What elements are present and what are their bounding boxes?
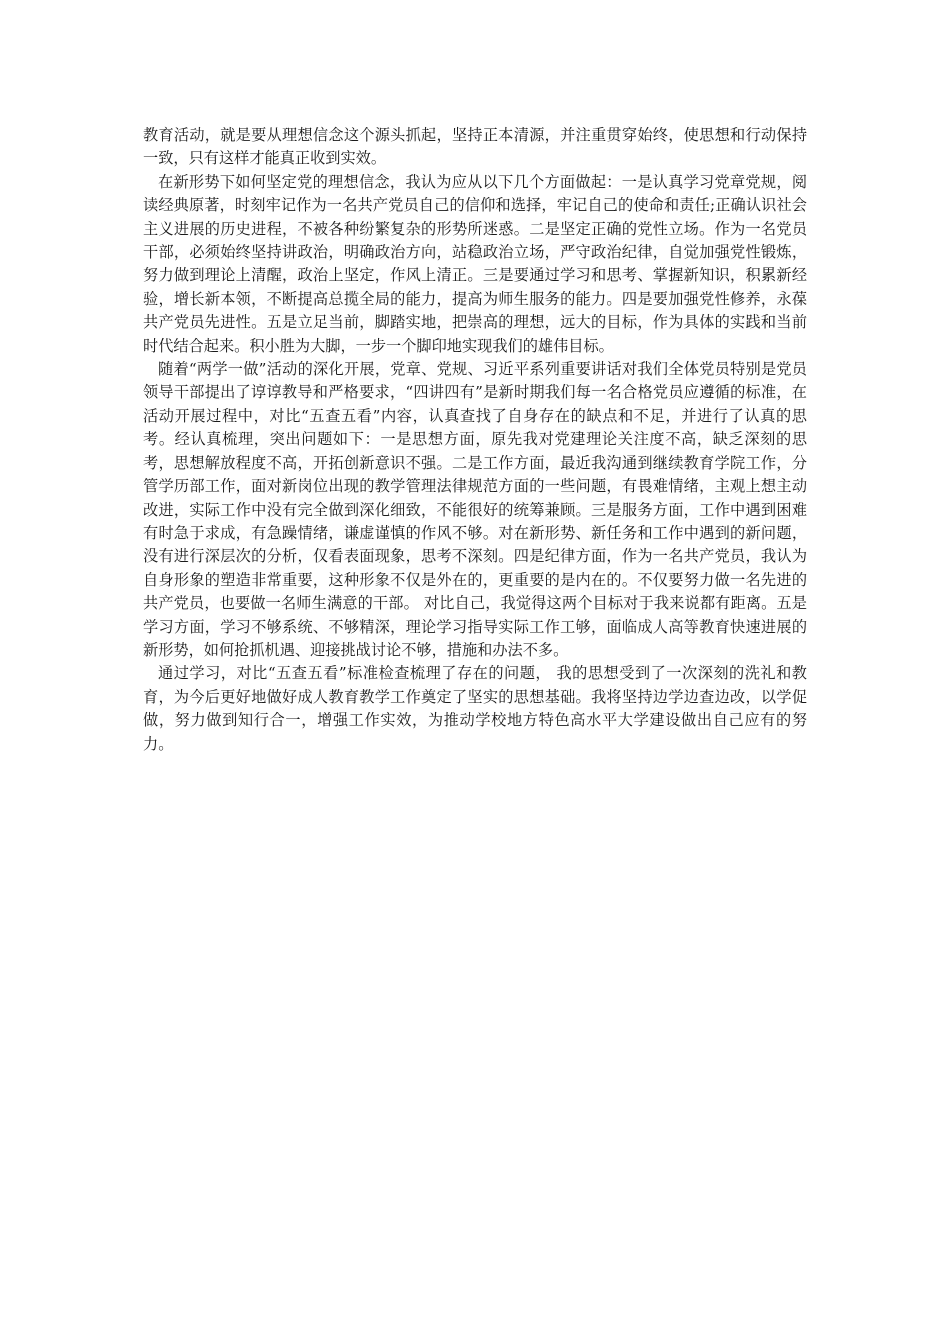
document-body [143,124,807,756]
paragraph-3: 随着“两学一做”活动的深化开展，党章、党规、习近平系列重要讲话对我们全体党员特别是党员领导干部提出了谆谆教导和严格要求，“四讲四有”是新时期我们每一名合格党员应遵循的标准，在活动开展过程中，对比“五查五看”内容，认真查找了自身存在的缺点和不足，并进行了认真的思考。经认真梳理，突出问题如下：一是思想方面，原先我对党建理论关注度不高，缺乏深刻的思考，思想解放程度不高，开拓创新意识不强。二是工作方面，最近我沟通到继续教育学院工作，分管学历部工作，面对新岗位出现的教学管理法律规范方面的一些问题，有畏难情绪，主观上想主动改进，实际工作中没有完全做到深化细致，不能很好的统筹兼顾。三是服务方面，工作中遇到困难有时急于求成，有急躁情绪，谦虚谨慎的作风不够。对在新形势、新任务和工作中遇到的新问题，没有进行深层次的分析，仅看表面现象，思考不深刻。四是纪律方面，作为一名共产党员，我认为自身形象的塑造非常重要，这种形象不仅是外在的，更重要的是内在的。不仅要努力做一名先进的共产党员，也要做一名师生满意的干部。 对比自己，我觉得这两个目标对于我来说都有距离。五是学习方面，学习不够系统、不够精深，理论学习指导实际工作工够，面临成人高等教育快速进展的新形势，如何抢抓机遇、迎接挑战讨论不够，措施和办法不多。 [143,360,807,659]
paragraph-4: 通过学习，对比“五查五看”标准检查梳理了存在的问题， 我的思想受到了一次深刻的洗礼和教育，为今后更好地做好成人教育教学工作奠定了坚实的思想基础。我将坚持边学边查边改，以学促做，努力做到知行合一，增强工作实效，为推动学校地方特色高水平大学建设做出自己应有的努力。 [143,664,807,753]
paragraph-1: 教育活动，就是要从理想信念这个源头抓起，坚持正本清源，并注重贯穿始终，使思想和行动保持一致，只有这样才能真正收到实效。 [143,126,807,168]
paragraph-2: 在新形势下如何坚定党的理想信念，我认为应从以下几个方面做起：一是认真学习党章党规，阅读经典原著，时刻牢记作为一名共产党员自己的信仰和选择，牢记自己的使命和责任;正确认识社会主义进展的历史进程，不被各种纷繁复杂的形势所迷惑。二是坚定正确的党性立场。作为一名党员干部，必须始终坚持讲政治，明确政治方向，站稳政治立场，严守政治纪律，自觉加强党性锻炼，努力做到理论上清醒，政治上坚定，作风上清正。三是要通过学习和思考、掌握新知识，积累新经验，增长新本领，不断提高总揽全局的能力，提高为师生服务的能力。四是要加强党性修养，永葆共产党员先进性。五是立足当前，脚踏实地，把崇高的理想，远大的目标，作为具体的实践和当前时代结合起来。积小胜为大脚，一步一个脚印地实现我们的雄伟目标。 [143,172,807,355]
